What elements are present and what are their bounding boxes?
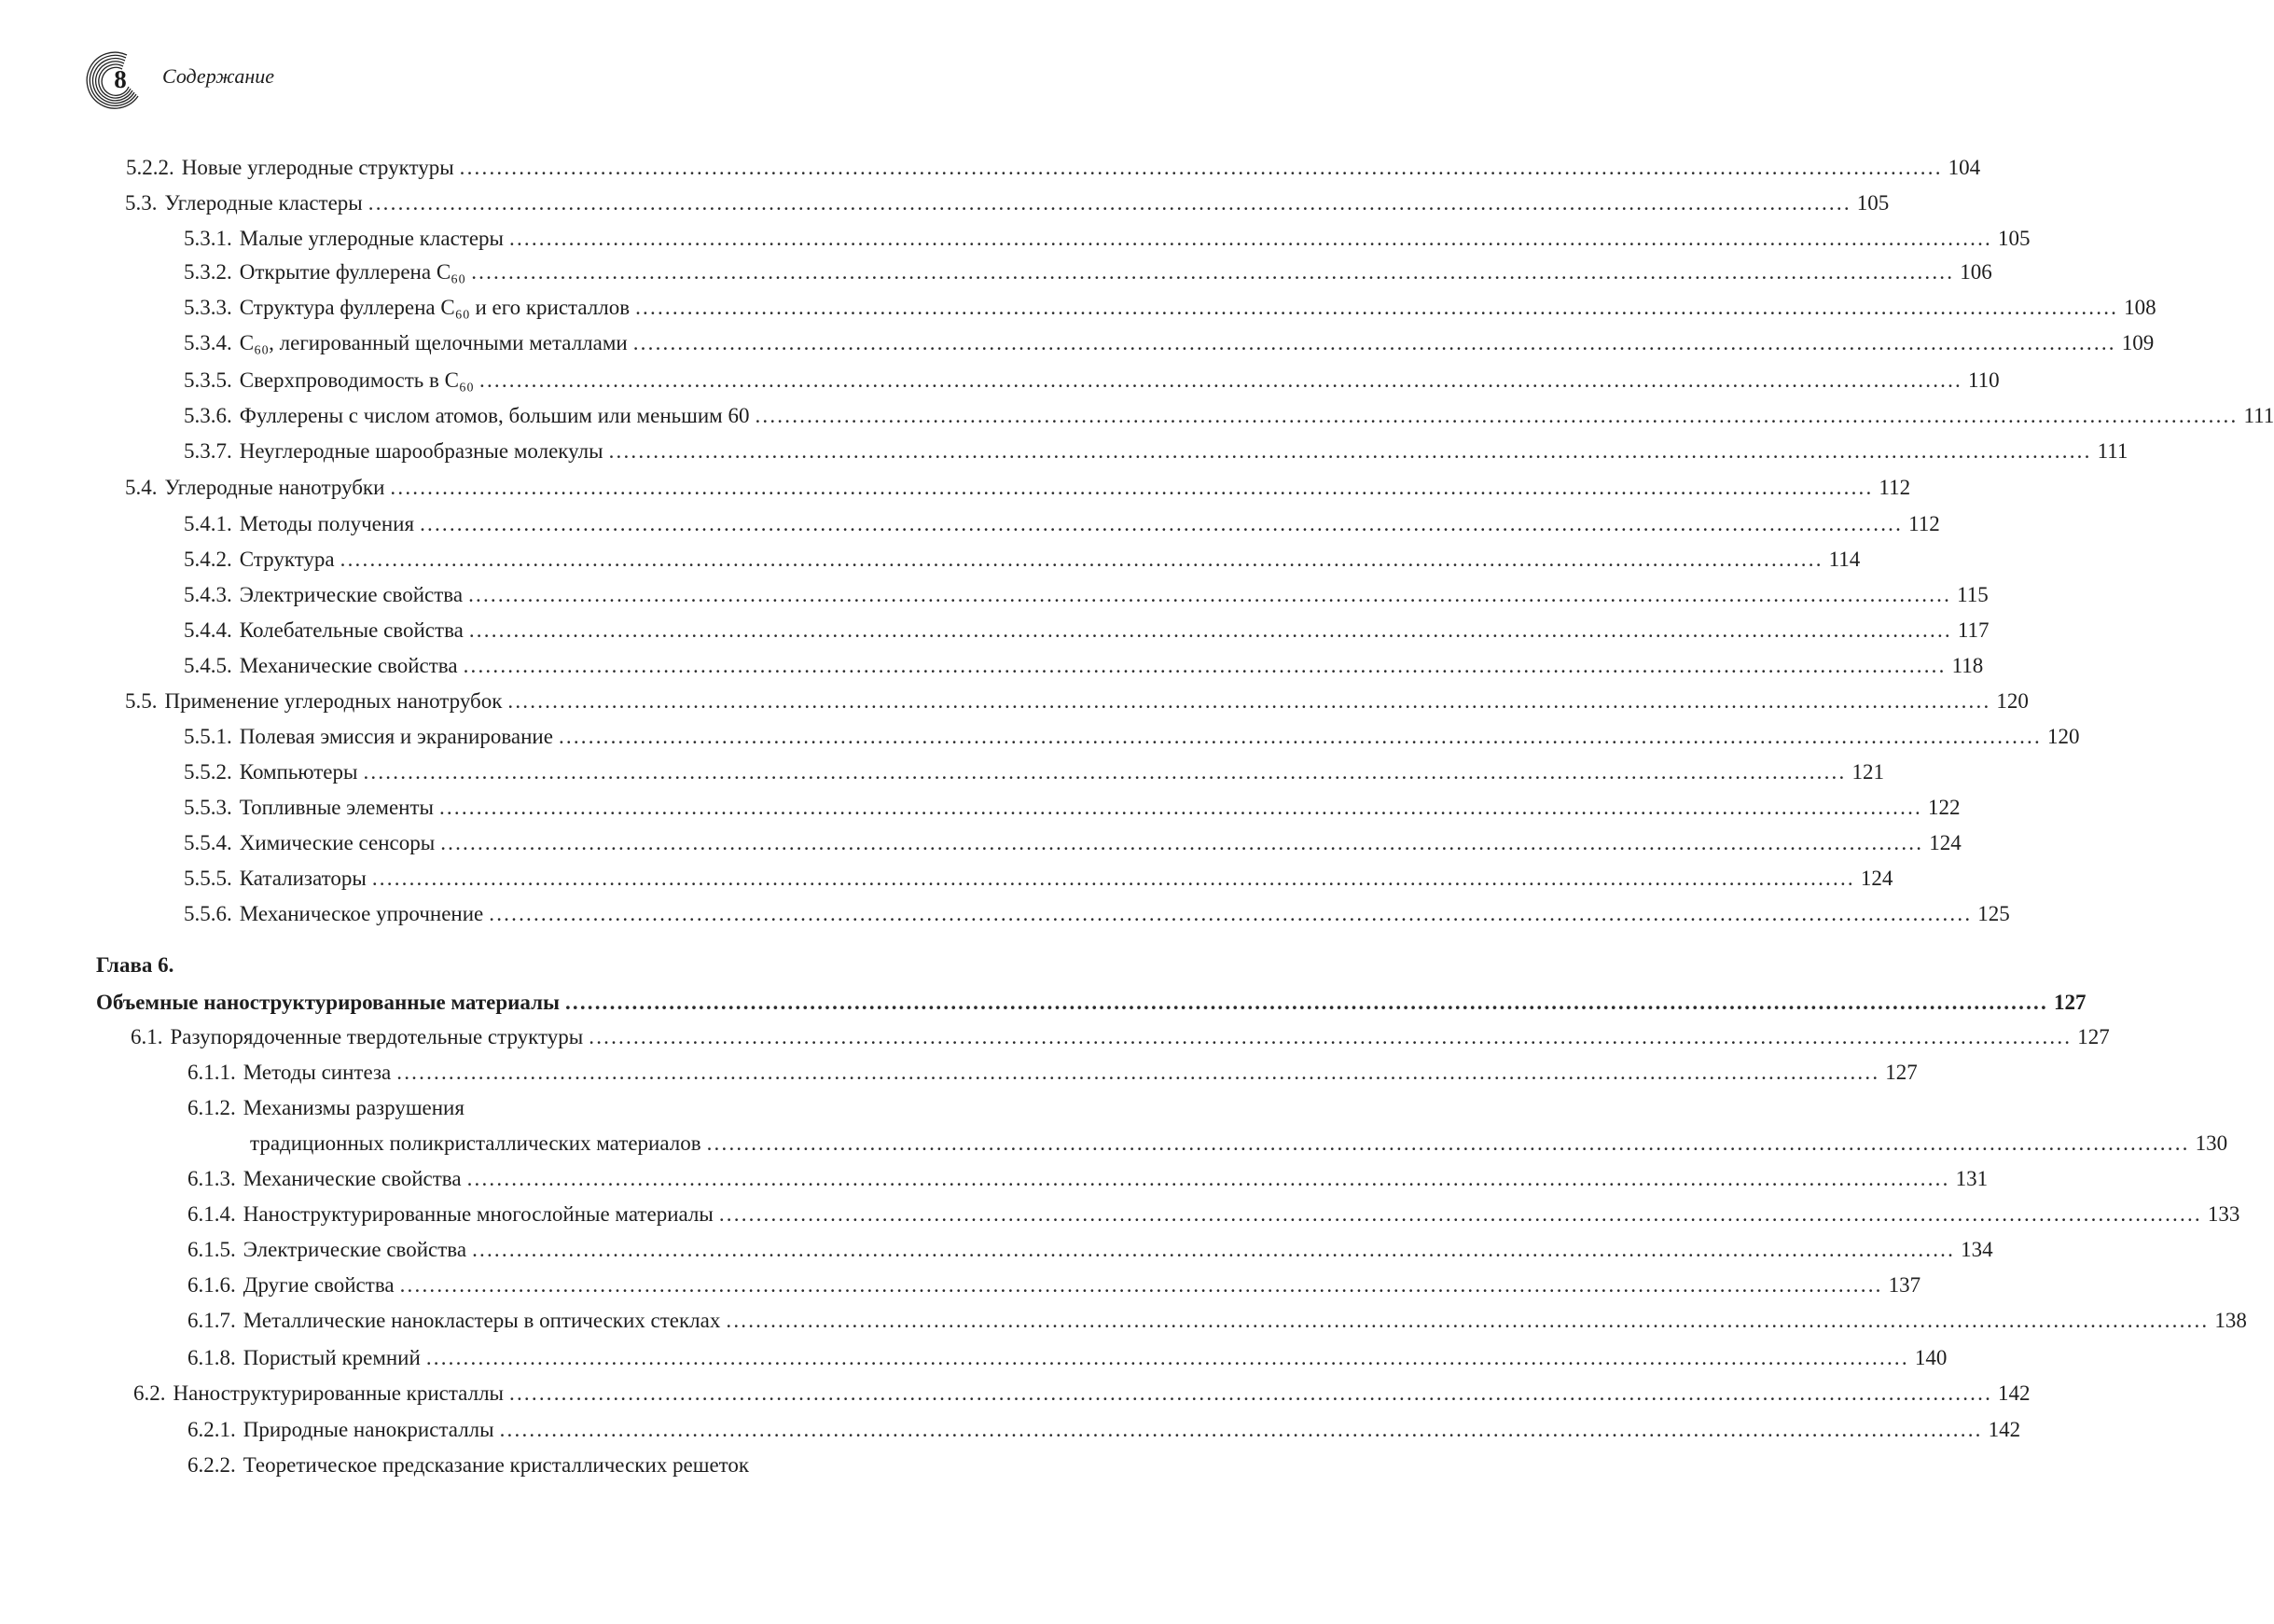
dot-leader: ........................................................................................................................................................................................................ <box>463 654 1947 677</box>
toc-entry-page: 140 <box>1914 1346 1948 1369</box>
toc-entry-title: Структура <box>239 548 335 571</box>
dot-leader: ........................................................................................................................................................................................................ <box>558 725 2042 748</box>
toc-entry-page: 142 <box>1988 1418 2021 1441</box>
toc-entry-title: Малые углеродные кластеры <box>239 227 504 250</box>
dot-leader: ........................................................................................................................................................................................................ <box>589 1025 2073 1048</box>
toc-entry <box>96 947 907 984</box>
dot-leader: ........................................................................................................................................................................................................ <box>499 1418 1983 1441</box>
toc-entry-title: Сверхпроводимость в С₆₀ <box>239 368 474 392</box>
toc-entry <box>184 433 2128 470</box>
toc-entry-number: 5.5.4. <box>184 831 232 854</box>
toc-entry-title: Электрические свойства <box>243 1238 467 1261</box>
toc-entry-title: традиционных поликристаллических материалов <box>250 1131 701 1155</box>
toc-entry-title: Новые углеродные структуры <box>181 156 454 179</box>
toc-entry-page: 127 <box>1885 1061 1918 1084</box>
toc-entry <box>187 1090 907 1127</box>
toc-entry-page: 105 <box>1998 227 2031 250</box>
toc-entry <box>187 1302 2247 1339</box>
toc-entry-number: 5.3.4. <box>184 331 232 354</box>
toc-entry <box>184 220 2031 257</box>
toc-entry-title: Полевая эмиссия и экранирование <box>239 725 553 748</box>
toc-entry-title: Пористый кремний <box>243 1346 421 1369</box>
toc-entry <box>96 984 2087 1021</box>
dot-leader: ........................................................................................................................................................................................................ <box>420 512 1904 535</box>
dot-leader: ........................................................................................................................................................................................................ <box>390 476 1874 499</box>
dot-leader: ........................................................................................................................................................................................................ <box>471 260 1955 284</box>
section-title: Содержание <box>162 64 275 88</box>
toc-entry-title: Углеродные нанотрубки <box>164 476 385 499</box>
toc-entry-title: С₆₀, легированный щелочными металлами <box>239 331 628 354</box>
toc-entry-number: 6.2.2. <box>187 1453 236 1477</box>
toc-entry-page: 110 <box>1968 368 2000 392</box>
toc-entry-page: 130 <box>2195 1131 2228 1155</box>
toc-entry <box>187 1447 907 1484</box>
toc-entry-page: 105 <box>1856 191 1890 215</box>
toc-entry-title: Другие свойства <box>243 1273 395 1297</box>
toc-entry-number: 6.1.4. <box>187 1202 236 1226</box>
dot-leader: ........................................................................................................................................................................................................ <box>472 1238 1956 1261</box>
toc-entry-number: 5.4. <box>125 476 158 499</box>
toc-entry-title: Применение углеродных нанотрубок <box>164 689 503 713</box>
toc-entry-page: 127 <box>2053 991 2087 1014</box>
toc-entry <box>187 1411 2021 1449</box>
toc-entry-page: 121 <box>1851 760 1884 784</box>
toc-entry-number: 5.5.5. <box>184 867 232 890</box>
toc-entry-number: 5.2.2. <box>126 156 174 179</box>
toc-entry-number: 5.4.5. <box>184 654 232 677</box>
toc-entry-number: 5.3.7. <box>184 439 232 463</box>
dot-leader: ........................................................................................................................................................................................................ <box>509 1381 1993 1405</box>
dot-leader: ........................................................................................................................................................................................................ <box>564 991 2048 1014</box>
dot-leader: ........................................................................................................................................................................................................ <box>367 191 1851 215</box>
page-number: 8 <box>114 64 127 93</box>
toc-entry <box>184 576 1989 614</box>
toc-entry-page: 133 <box>2207 1202 2240 1226</box>
toc-entry <box>184 825 1962 862</box>
toc-entry <box>187 1160 1989 1198</box>
toc-entry-page: 111 <box>2243 404 2274 427</box>
dot-leader: ........................................................................................................................................................................................................ <box>466 1167 1950 1190</box>
toc-entry-page: 124 <box>1929 831 1962 854</box>
dot-leader: ........................................................................................................................................................................................................ <box>726 1309 2210 1332</box>
dot-leader: ........................................................................................................................................................................................................ <box>399 1273 1883 1297</box>
toc-entry <box>125 185 1890 222</box>
dot-leader: ........................................................................................................................................................................................................ <box>635 296 2119 319</box>
toc-entry-number: 6.1.1. <box>187 1061 236 1084</box>
toc-entry-number: 6.1.5. <box>187 1238 236 1261</box>
toc-entry-title: Механизмы разрушения <box>243 1096 465 1119</box>
dot-leader: ........................................................................................................................................................................................................ <box>363 760 1847 784</box>
toc-entry <box>184 289 2156 326</box>
toc-entry-number: 5.3. <box>125 191 158 215</box>
dot-leader: ........................................................................................................................................................................................................ <box>468 618 1952 642</box>
toc-entry-page: 109 <box>2121 331 2155 354</box>
toc-entry-title: Наноструктурированные многослойные материалы <box>243 1202 714 1226</box>
dot-leader: ........................................................................................................................................................................................................ <box>718 1202 2202 1226</box>
dot-leader: ........................................................................................................................................................................................................ <box>479 368 1962 392</box>
toc-entry <box>187 1267 1921 1304</box>
toc-entry-number: 6.1.3. <box>187 1167 236 1190</box>
toc-entry-number: 5.4.4. <box>184 618 232 642</box>
toc-entry <box>187 1339 1948 1377</box>
toc-entry-number: 6.1.2. <box>187 1096 236 1119</box>
toc-entry-number: 6.1. <box>131 1025 163 1048</box>
dot-leader: ........................................................................................................................................................................................................ <box>706 1131 2190 1155</box>
toc-entry <box>184 325 2155 362</box>
toc-entry-title: Разупорядоченные твердотельные структуры <box>170 1025 584 1048</box>
toc-entry <box>131 1019 2110 1056</box>
toc-entry-number: 5.3.6. <box>184 404 232 427</box>
toc-entry <box>184 895 2010 933</box>
toc-entry-title: Природные нанокристаллы <box>243 1418 494 1441</box>
toc-entry-number: 5.5.3. <box>184 796 232 819</box>
toc-entry <box>184 541 1861 578</box>
dot-leader: ........................................................................................................................................................................................................ <box>507 689 1991 713</box>
dot-leader: ........................................................................................................................................................................................................ <box>371 867 1855 890</box>
toc-entry-title: Топливные элементы <box>239 796 434 819</box>
toc-entry <box>250 1125 2228 1162</box>
toc-entry-title: Катализаторы <box>239 867 367 890</box>
toc-entry <box>187 1054 1918 1091</box>
dot-leader: ........................................................................................................................................................................................................ <box>755 404 2239 427</box>
toc-entry-page: 106 <box>1960 260 1992 284</box>
toc-entry-title: Химические сенсоры <box>239 831 436 854</box>
toc-entry-page: 115 <box>1957 583 1989 606</box>
toc-entry-page: 117 <box>1957 618 1990 642</box>
page-header <box>76 42 636 117</box>
toc-entry-title: Механические свойства <box>243 1167 462 1190</box>
toc-entry-page: 111 <box>2097 439 2128 463</box>
toc-entry-title: Электрические свойства <box>239 583 464 606</box>
toc-entry-page: 122 <box>1927 796 1961 819</box>
toc-entry <box>184 789 1961 826</box>
dot-leader: ........................................................................................................................................................................................................ <box>468 583 1952 606</box>
dot-leader: ........................................................................................................................................................................................................ <box>396 1061 1880 1084</box>
toc-entry-title: Неуглеродные шарообразные молекулы <box>239 439 603 463</box>
toc-entry <box>184 647 1984 685</box>
dot-leader: ........................................................................................................................................................................................................ <box>438 796 1922 819</box>
dot-leader: ........................................................................................................................................................................................................ <box>440 831 1924 854</box>
toc-entry-number: 6.2.1. <box>187 1418 236 1441</box>
toc-entry-title: Структура фуллерена С₆₀ и его кристаллов <box>239 296 631 319</box>
dot-leader: ........................................................................................................................................................................................................ <box>632 331 2116 354</box>
toc-entry-title: Методы получения <box>239 512 415 535</box>
dot-leader: ........................................................................................................................................................................................................ <box>425 1346 1909 1369</box>
toc-entry-page: 114 <box>1828 548 1861 571</box>
toc-entry-number: 5.5. <box>125 689 158 713</box>
toc-entry <box>184 754 1884 791</box>
toc-entry <box>184 254 1992 291</box>
toc-entry-title: Фуллерены с числом атомов, большим или меньшим 60 <box>239 404 750 427</box>
toc-entry <box>133 1375 2031 1412</box>
toc-entry <box>187 1231 1993 1269</box>
toc-entry-number: 5.5.2. <box>184 760 232 784</box>
toc-entry-title: Глава 6. <box>96 953 174 977</box>
toc-entry-page: 125 <box>1977 902 2010 925</box>
toc-entry-page: 120 <box>1996 689 2029 713</box>
toc-entry <box>184 612 1990 649</box>
toc-entry-title: Объемные наноструктурированные материалы <box>96 991 560 1014</box>
toc-entry-number: 5.3.5. <box>184 368 232 392</box>
toc-entry-number: 5.4.3. <box>184 583 232 606</box>
toc-entry-number: 6.1.7. <box>187 1309 236 1332</box>
toc-entry-page: 142 <box>1998 1381 2031 1405</box>
toc-entry-page: 134 <box>1961 1238 1993 1261</box>
toc-entry-number: 5.5.6. <box>184 902 232 925</box>
toc-entry-number: 6.1.6. <box>187 1273 236 1297</box>
toc-entry-number: 5.3.2. <box>184 260 232 284</box>
toc-entry-page: 138 <box>2214 1309 2247 1332</box>
toc-entry <box>184 860 1893 897</box>
toc-entry-title: Теоретическое предсказание кристаллических решеток <box>243 1453 750 1477</box>
toc-entry-page: 112 <box>1908 512 1940 535</box>
toc-entry-page: 137 <box>1888 1273 1921 1297</box>
toc-entry-title: Методы синтеза <box>243 1061 392 1084</box>
toc-entry-title: Механическое упрочнение <box>239 902 484 925</box>
toc-entry-number: 6.1.8. <box>187 1346 236 1369</box>
dot-leader: ........................................................................................................................................................................................................ <box>489 902 1973 925</box>
dot-leader: ........................................................................................................................................................................................................ <box>340 548 1823 571</box>
toc-entry-number: 5.3.3. <box>184 296 232 319</box>
toc-entry-page: 127 <box>2077 1025 2110 1048</box>
toc-entry-title: Колебательные свойства <box>239 618 464 642</box>
toc-entry-number: 5.5.1. <box>184 725 232 748</box>
toc-entry <box>184 362 2000 399</box>
toc-entry <box>184 718 2080 756</box>
toc-entry <box>125 683 2029 720</box>
toc-entry <box>126 149 1981 187</box>
dot-leader: ........................................................................................................................................................................................................ <box>509 227 1992 250</box>
toc-entry-page: 108 <box>2124 296 2156 319</box>
toc-entry-number: 5.3.1. <box>184 227 232 250</box>
toc-entry-page: 120 <box>2046 725 2080 748</box>
toc-entry-page: 112 <box>1879 476 1911 499</box>
toc-entry-title: Открытие фуллерена С₆₀ <box>239 260 466 284</box>
toc-entry-title: Наноструктурированные кристаллы <box>173 1381 505 1405</box>
toc-entry-page: 118 <box>1951 654 1984 677</box>
toc-entry-number: 5.4.2. <box>184 548 232 571</box>
toc-entry-title: Углеродные кластеры <box>164 191 363 215</box>
toc-entry-title: Механические свойства <box>239 654 458 677</box>
toc-entry-page: 124 <box>1860 867 1893 890</box>
toc-entry-page: 131 <box>1955 1167 1989 1190</box>
toc-entry-number: 5.4.1. <box>184 512 232 535</box>
toc-entry-number: 6.2. <box>133 1381 166 1405</box>
toc-entry-title: Компьютеры <box>239 760 358 784</box>
toc-entry <box>125 469 1911 507</box>
toc-entry-title: Металлические нанокластеры в оптических стеклах <box>243 1309 721 1332</box>
toc-entry <box>184 506 1940 543</box>
toc-entry <box>187 1196 2240 1233</box>
dot-leader: ........................................................................................................................................................................................................ <box>459 156 1943 179</box>
toc-entry <box>184 397 2274 435</box>
toc-entry-page: 104 <box>1948 156 1981 179</box>
dot-leader: ........................................................................................................................................................................................................ <box>608 439 2092 463</box>
